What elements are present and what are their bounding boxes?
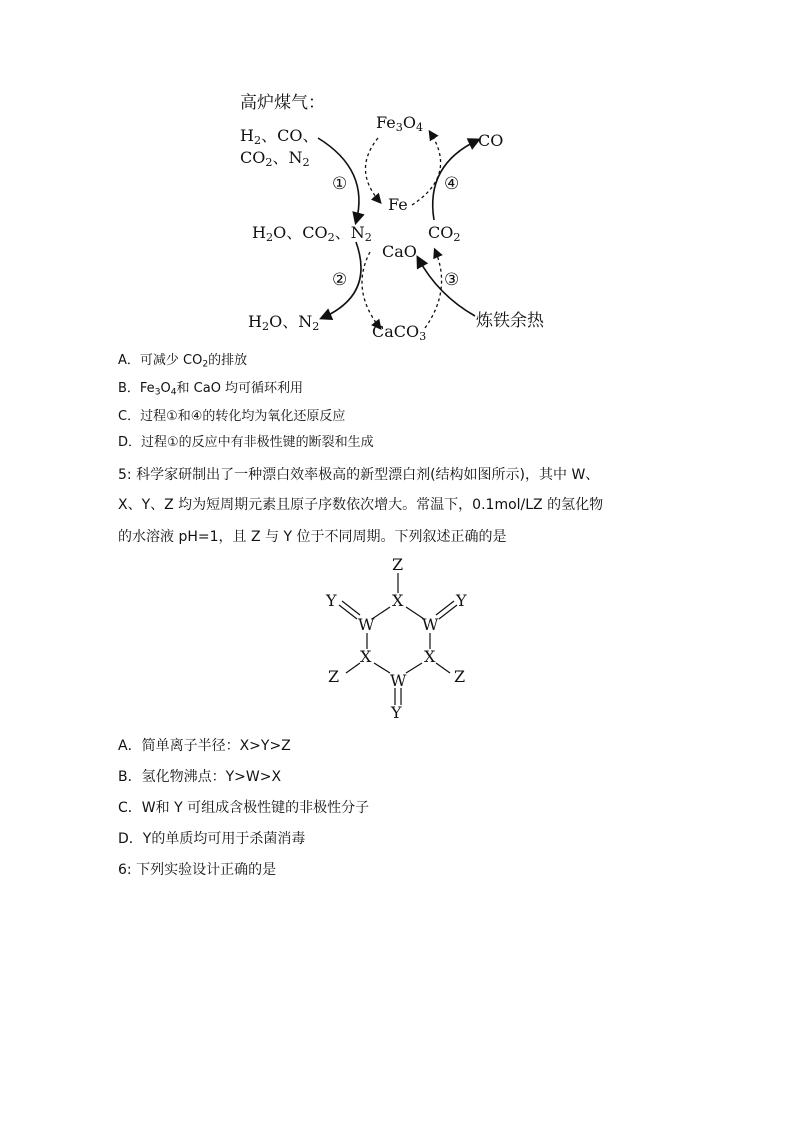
atom-z-top: Z: [392, 555, 404, 574]
fe-label: Fe: [388, 195, 408, 214]
atom-z-right: Z: [454, 667, 466, 686]
q5-option-c: C．W和 Y 可组成含极性键的非极性分子: [118, 800, 370, 816]
atom-w-right: W: [422, 615, 439, 634]
caco3-label: CaCO$_3$: [372, 322, 427, 343]
co2-label: $CO_2$: [428, 223, 461, 244]
gas-composition-line1: $H_2$、CO、: [240, 126, 319, 147]
q4-option-b: B．$Fe_3O_4$和 CaO 均可循环利用: [118, 381, 304, 398]
dashed-cao-to-caco3: [362, 252, 380, 328]
fe3o4-label: $Fe_3O_4$: [376, 113, 424, 134]
atom-x-left: X: [360, 647, 372, 666]
co-product-label: CO: [478, 131, 504, 150]
structure-bonds: [320, 555, 480, 725]
cao-label: CaO: [382, 242, 417, 261]
step2-marker: ②: [332, 270, 348, 290]
step4-marker: ④: [444, 174, 460, 194]
step3-marker: ③: [444, 270, 460, 290]
gas-composition-line2: $CO_2$、$N_2$: [240, 148, 310, 169]
dashed-fe3o4-to-fe: [365, 138, 380, 202]
q5-stem-line2: X、Y、Z 均为短周期元素且原子序数依次增大。常温下，0.1mol/LZ 的氢化物: [118, 497, 604, 513]
q5-option-d: D．Y的单质均可用于杀菌消毒: [118, 831, 306, 847]
q5-stem-line3: 的水溶液 pH=1，且 Z 与 Y 位于不同周期。下列叙述正确的是: [118, 529, 507, 545]
waste-heat-label: 炼铁余热: [476, 311, 544, 331]
atom-w-bottom: W: [390, 671, 407, 690]
atom-x-right: X: [424, 647, 436, 666]
diagram-title: 高炉煤气：: [240, 93, 325, 113]
atom-z-left: Z: [328, 667, 340, 686]
q4-option-c: C．过程①和④的转化均为氧化还原反应: [118, 409, 346, 424]
q4-option-d: D．过程①的反应中有非极性键的断裂和生成: [118, 435, 374, 450]
step1-marker: ①: [332, 174, 348, 194]
dashed-fe-to-fe3o4: [412, 132, 441, 205]
q6-stem: 6: 下列实验设计正确的是: [118, 862, 277, 878]
atom-w-left: W: [358, 615, 375, 634]
dashed-caco3-to-co2: [425, 250, 442, 328]
atom-x-top: X: [392, 591, 404, 610]
atom-y-right: Y: [456, 591, 467, 610]
q5-option-b: B．氢化物沸点：Y>W>X: [118, 769, 282, 785]
q5-stem-line1: 5: 科学家研制出了一种漂白效率极高的新型漂白剂(结构如图所示)，其中 W、: [118, 467, 600, 483]
atom-y-left: Y: [326, 591, 337, 610]
exhaust-gas-label: $H_2O$、$N_2$: [248, 312, 320, 333]
q4-option-a: A．可减少 $CO_2$的排放: [118, 353, 248, 370]
molecular-structure: [320, 555, 480, 725]
intermediate-gas-label: $H_2O$、$CO_2$、$N_2$: [252, 223, 372, 244]
reaction-cycle-diagram: [230, 90, 570, 350]
atom-y-bottom: Y: [391, 703, 402, 722]
q5-option-a: A．简单离子半径：X>Y>Z: [118, 738, 291, 754]
